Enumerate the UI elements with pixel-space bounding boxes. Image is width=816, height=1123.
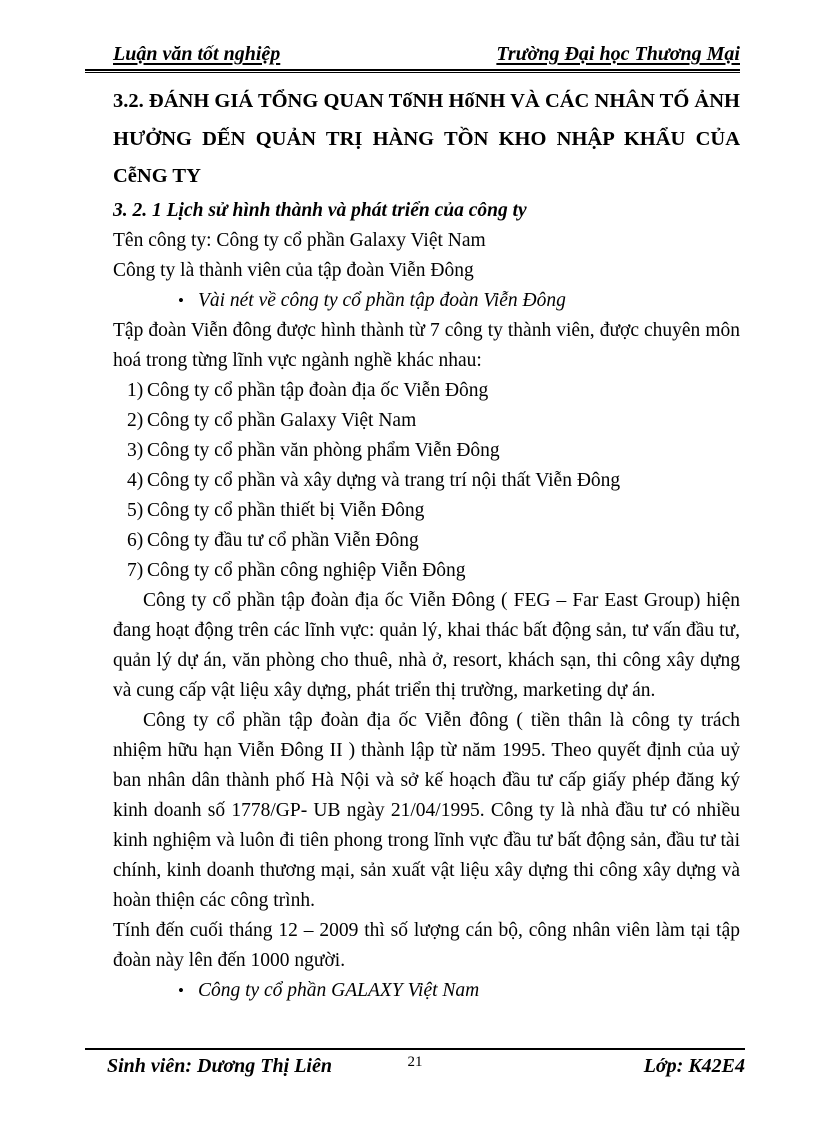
bullet-item-text: Công ty cổ phần GALAXY Việt Nam [197, 979, 480, 1001]
list-item [127, 526, 740, 556]
page-content [113, 83, 740, 1006]
bullet-item-vien-dong [178, 286, 740, 316]
list-item-text: Công ty cổ phần và xây dựng và trang trí nội thất Viễn Đông [147, 469, 621, 491]
list-item [127, 376, 740, 406]
bullet-icon: • [178, 290, 184, 310]
paragraph-group-intro: Tập đoàn Viễn đông được hình thành từ 7 công ty thành viên, được chuyên môn hoá trong từng lĩnh vực ngành nghề khác nhau: [113, 319, 740, 371]
subsection-heading: 3. 2. 1 Lịch sử hình thành và phát triển của công ty [113, 199, 527, 221]
header-university-name: Trường Đại học Thương Mại [496, 43, 740, 65]
list-item [127, 436, 740, 466]
list-item-marker: 6) [127, 529, 144, 551]
subsidiary-list [113, 376, 740, 586]
company-member-line: Công ty là thành viên của tập đoàn Viễn Đông [113, 259, 474, 281]
paragraph-feg-activities: Công ty cổ phần tập đoàn địa ốc Viễn Đông ( FEG – Far East Group) hiện đang hoạt động trên các lĩnh vực: quản lý, khai thác bất động sản, tư vấn đầu tư, quản lý dự án, văn phòng cho thuê, nhà ở, resort, khách sạn, thi công xây dựng và cung cấp vật liệu xây dựng, phát triển thị trường, marketing dự án. [113, 589, 740, 701]
list-item-text: Công ty cổ phần tập đoàn địa ốc Viễn Đông [147, 379, 489, 401]
page-number: 21 [407, 1054, 423, 1070]
list-item-marker: 7) [127, 559, 144, 581]
list-item-marker: 1) [127, 379, 144, 401]
paragraph-staff-count: Tính đến cuối tháng 12 – 2009 thì số lượng cán bộ, công nhân viên làm tại tập đoàn này lên đến 1000 người. [113, 919, 740, 971]
paragraph-feg-history: Công ty cổ phần tập đoàn địa ốc Viễn đông ( tiền thân là công ty trách nhiệm hữu hạn Viễn Đông II ) thành lập từ năm 1995. Theo quyết định của uỷ ban nhân dân thành phố Hà Nội và sở kế hoạch đầu tư cấp giấy phép đăng ký kinh doanh số 1778/GP- UB ngày 21/04/1995. Công ty là nhà đầu tư có nhiều kinh nghiệm và luôn đi tiên phong trong lĩnh vực đầu tư bất động sản, đầu tư tài chính, kinh doanh thương mại, sản xuất vật liệu xây dựng thi công xây dựng và hoàn thiện các công trình. [113, 709, 740, 911]
list-item-text: Công ty cổ phần công nghiệp Viễn Đông [147, 559, 466, 581]
bullet-icon: • [178, 980, 184, 1000]
list-item-text: Công ty đầu tư cổ phần Viễn Đông [147, 529, 419, 551]
header-thesis-title: Luận văn tốt nghiệp [113, 43, 281, 65]
section-heading: 3.2. ĐÁNH GIÁ TỔNG QUAN TốNH HốNH VÀ CÁC NHÂN TỐ ẢNH HƯỞNG DẾN QUẢN TRỊ HÀNG TỒN KHO NHẬP KHẨU CỦA CễNG TY [113, 90, 740, 187]
list-item-text: Công ty cổ phần thiết bị Viễn Đông [147, 499, 425, 521]
list-item [127, 406, 740, 436]
list-item-marker: 3) [127, 439, 144, 461]
list-item-text: Công ty cổ phần Galaxy Việt Nam [147, 409, 417, 431]
footer-student-name: Sinh viên: Dương Thị Liên [107, 1055, 332, 1077]
bullet-item-galaxy [178, 976, 740, 1006]
list-item-text: Công ty cổ phần văn phòng phẩm Viễn Đông [147, 439, 500, 461]
bullet-item-text: Vài nét về công ty cổ phần tập đoàn Viễn Đông [197, 289, 566, 311]
list-item-marker: 5) [127, 499, 144, 521]
list-item-marker: 4) [127, 469, 144, 491]
footer-class-name: Lớp: K42E4 [643, 1055, 745, 1077]
company-name-line: Tên công ty: Công ty cổ phần Galaxy Việt Nam [113, 229, 486, 251]
list-item-marker: 2) [127, 409, 144, 431]
list-item [127, 556, 740, 586]
list-item [127, 496, 740, 526]
page-footer [85, 1048, 745, 1079]
list-item [127, 466, 740, 496]
page-header [85, 42, 740, 71]
